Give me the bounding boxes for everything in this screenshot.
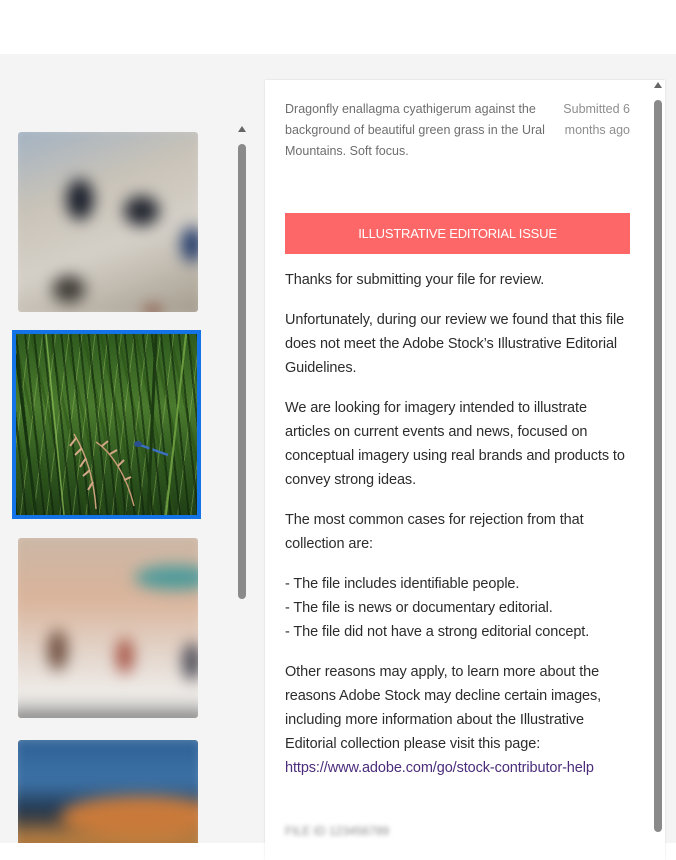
thumbnail-blurred-2[interactable] [18,538,198,718]
asset-caption: Dragonfly enallagma cyathigerum against the background of beautiful green grass in the Ural Mountains. Soft focus. [285,102,545,158]
panel-scrollbar-thumb[interactable] [654,100,662,832]
file-id: FILE ID 123456789 [285,824,390,838]
paragraph-4 [285,660,630,780]
top-bar [0,0,676,54]
submitted-time: Submitted 6 months ago [563,102,630,137]
reason-item: - The file did not have a strong editorial concept. [285,624,590,640]
rejection-reasons-list [285,572,630,644]
thumbnail-blurred-1[interactable] [18,132,198,312]
paragraph-2: We are looking for imagery intended to illustrate articles on current events and news, focused on conceptual imagery using real brands and products to convey strong ideas. [285,400,625,488]
grass-image-detail [16,334,197,515]
thumbnail-dragonfly-grass[interactable] [12,330,201,519]
rejection-details-panel [265,80,665,860]
reason-item: - The file is news or documentary editorial. [285,600,553,616]
issue-banner [285,213,630,254]
panel-scrollbar[interactable] [652,82,664,842]
scroll-up-arrow-icon[interactable] [238,126,246,132]
rejection-message [285,268,630,780]
issue-label: ILLUSTRATIVE EDITORIAL ISSUE [358,226,557,241]
paragraph-1: Unfortunately, during our review we found that this file does not meet the Adobe Stock’s Illustrative Editorial Guidelines. [285,312,625,376]
help-link[interactable]: https://www.adobe.com/go/stock-contributor-help [285,760,594,776]
reason-item: - The file includes identifiable people. [285,576,520,592]
scroll-up-arrow-icon[interactable] [654,82,662,88]
thumbnail-blurred-3[interactable] [18,740,198,843]
thumbnail-scrollbar[interactable] [236,126,248,606]
intro-text: Thanks for submitting your file for review. [285,272,545,288]
main-area [0,54,676,843]
paragraph-3: The most common cases for rejection from that collection are: [285,512,584,552]
paragraph-4-text: Other reasons may apply, to learn more about the reasons Adobe Stock may decline certain images, including more information about the Illustrative Editorial collection please visit this page: [285,664,602,752]
thumbnail-scrollbar-thumb[interactable] [238,144,246,599]
thumbnail-list[interactable] [0,54,236,843]
